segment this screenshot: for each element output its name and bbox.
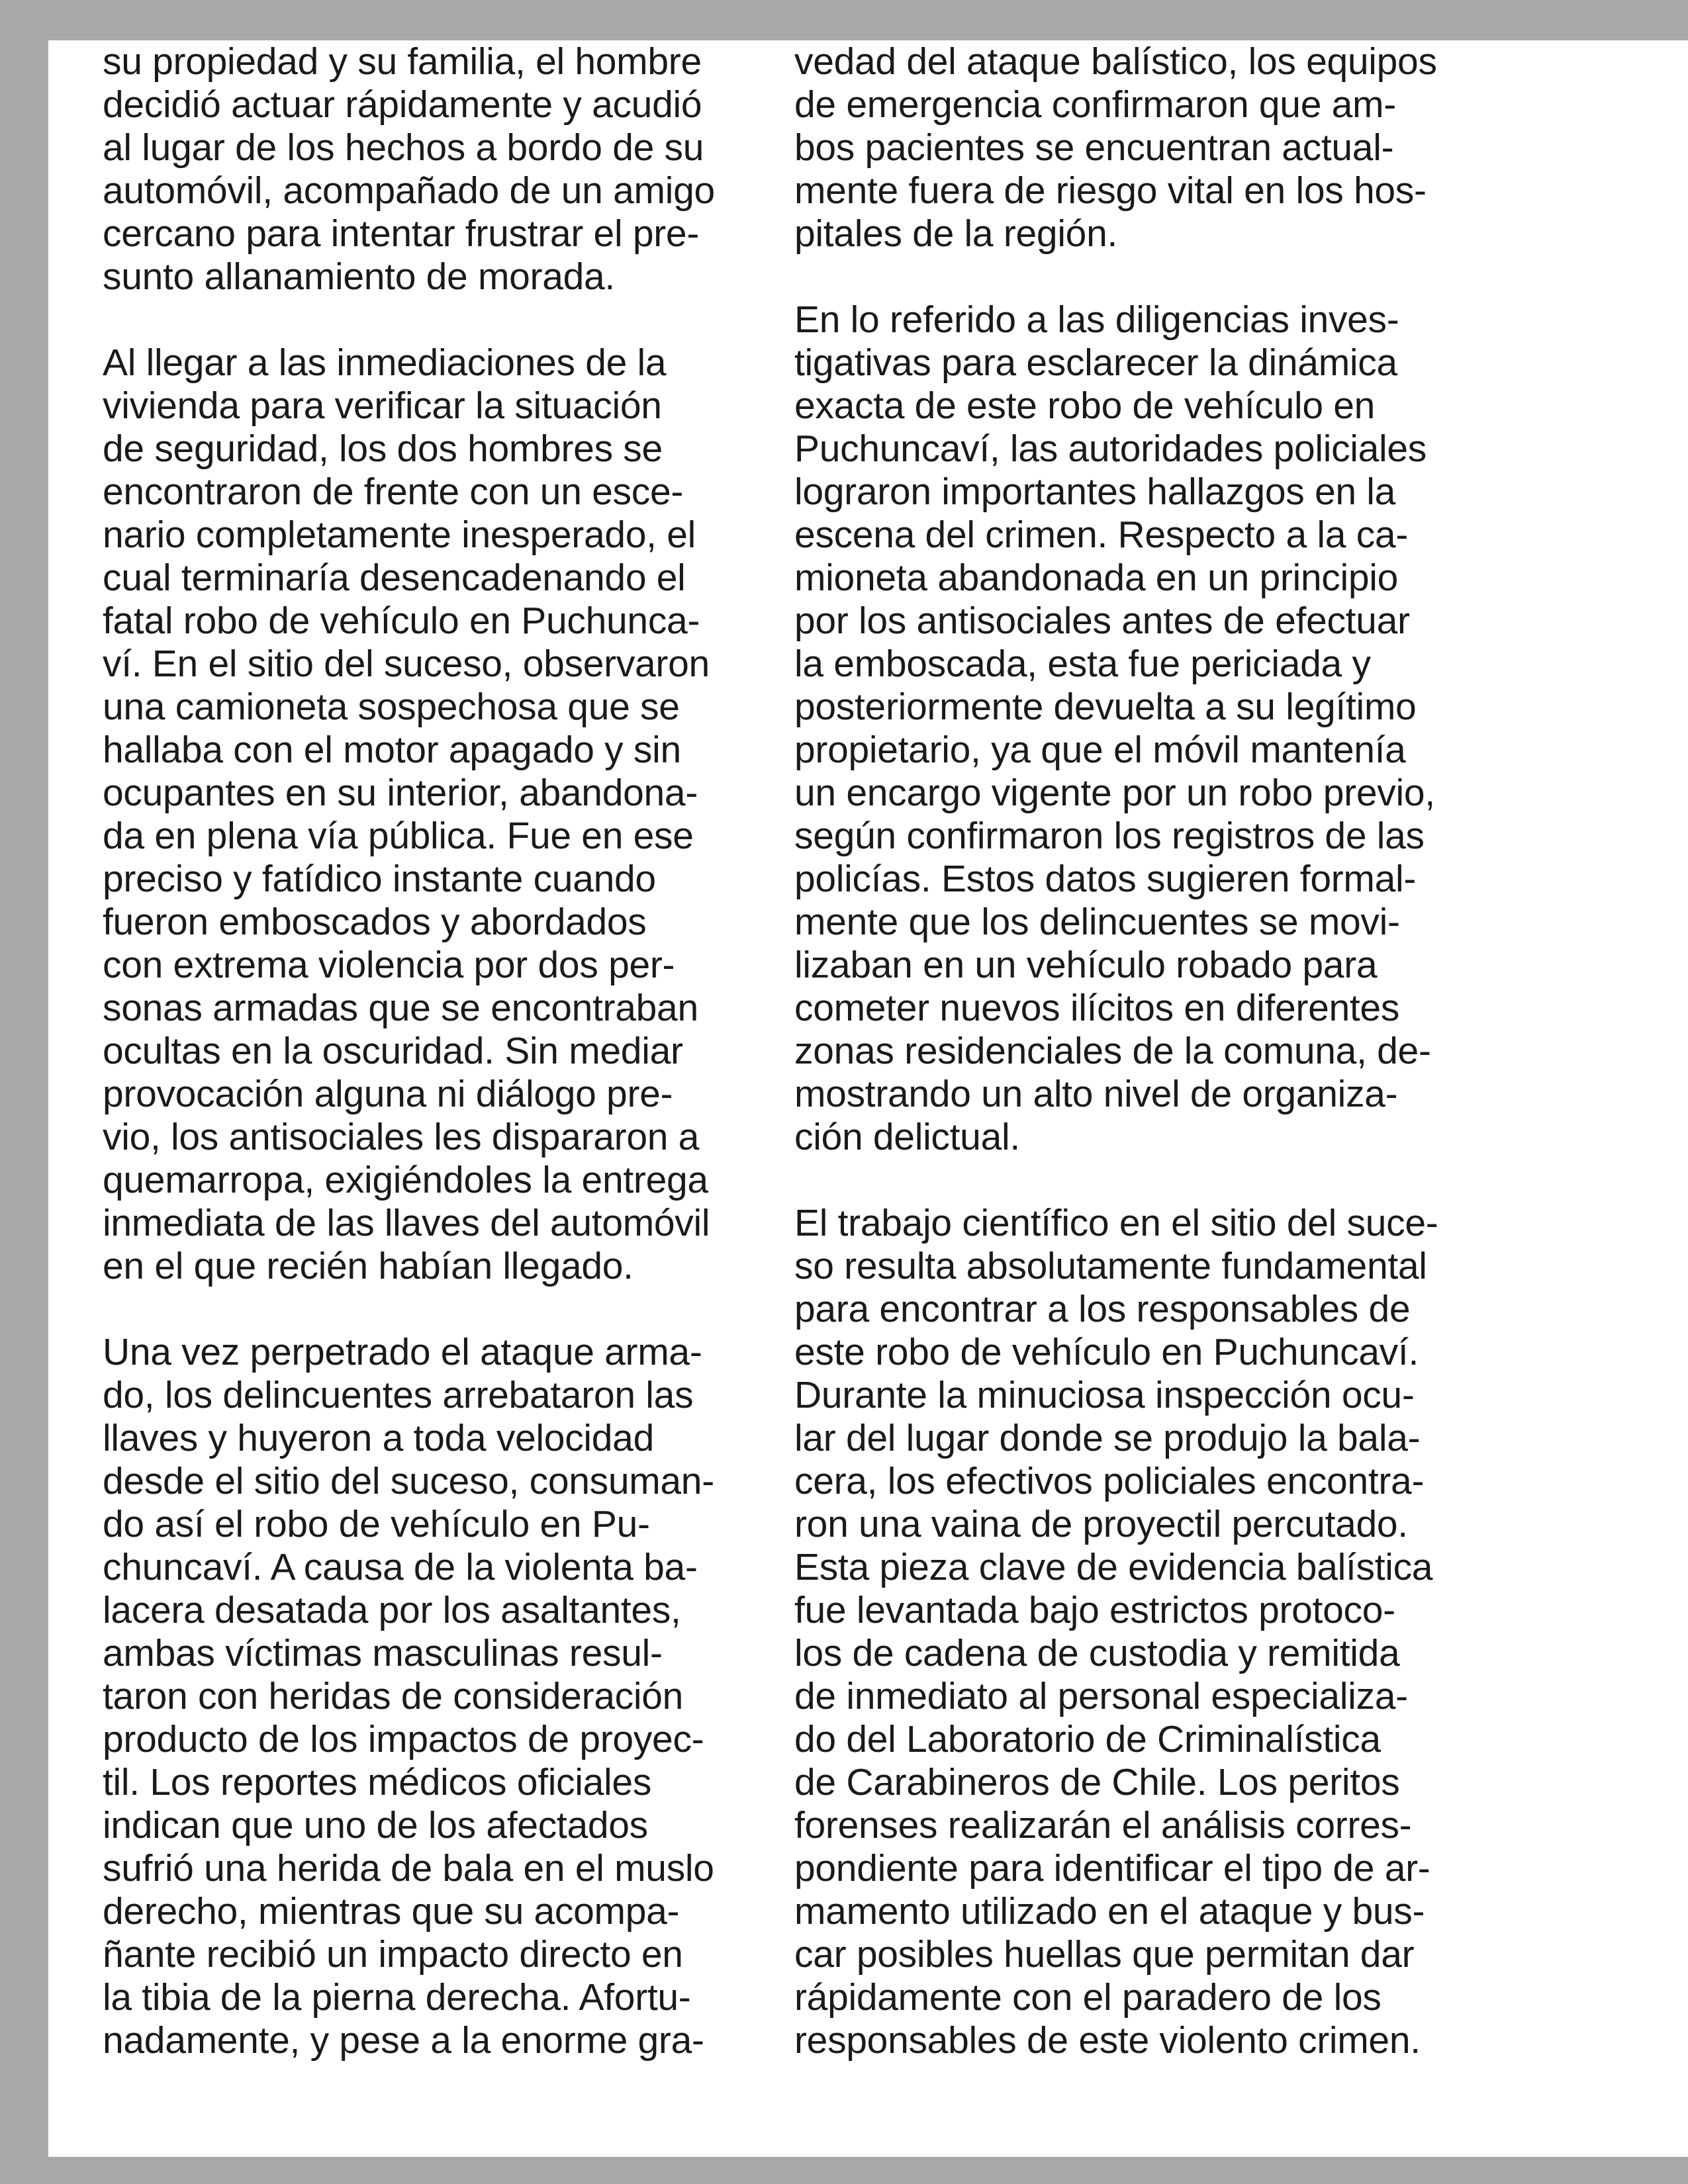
- text-line: Al llegar a las inmediaciones de la: [103, 341, 667, 384]
- text-line: fatal robo de vehículo en Puchunca-: [103, 600, 700, 642]
- text-line: ción delictual.: [794, 1116, 1020, 1158]
- text-line: cera, los efectivos policiales encontra-: [794, 1460, 1425, 1502]
- text-line: encontraron de frente con un esce-: [103, 471, 684, 513]
- text-line: ambas víctimas masculinas resul-: [103, 1632, 663, 1674]
- paragraph: [103, 1331, 804, 2062]
- text-line: automóvil, acompañado de un amigo: [103, 169, 715, 212]
- text-line: chuncaví. A causa de la violenta ba-: [103, 1546, 698, 1588]
- text-line: decidió actuar rápidamente y acudió: [103, 83, 702, 126]
- text-line: lograron importantes hallazgos en la: [794, 471, 1396, 513]
- text-line: según confirmaron los registros de las: [794, 815, 1425, 857]
- text-line: vio, los antisociales les dispararon a: [103, 1116, 700, 1158]
- text-line: vedad del ataque balístico, los equipos: [794, 40, 1437, 83]
- text-line: al lugar de los hechos a bordo de su: [103, 126, 704, 169]
- text-line: este robo de vehículo en Puchuncaví.: [794, 1331, 1419, 1373]
- text-line: desde el sitio del suceso, consuman-: [103, 1460, 714, 1502]
- text-line: vivienda para verificar la situación: [103, 385, 662, 427]
- text-line: para encontrar a los responsables de: [794, 1288, 1411, 1330]
- text-line: por los antisociales antes de efectuar: [794, 600, 1410, 642]
- text-line: Puchuncaví, las autoridades policiales: [794, 428, 1427, 470]
- text-line: cometer nuevos ilícitos en diferentes: [794, 987, 1400, 1029]
- text-line: de seguridad, los dos hombres se: [103, 428, 663, 470]
- text-line: de emergencia confirmaron que am-: [794, 83, 1396, 126]
- text-line: forenses realizarán el análisis corres-: [794, 1804, 1412, 1846]
- paragraph: [794, 40, 1496, 255]
- text-line: producto de los impactos de proyec-: [103, 1718, 704, 1760]
- text-line: derecho, mientras que su acompa-: [103, 1890, 680, 1933]
- text-line: su propiedad y su familia, el hombre: [103, 40, 702, 83]
- text-line: posteriormente devuelta a su legítimo: [794, 686, 1417, 728]
- text-line: mente fuera de riesgo vital en los hos-: [794, 169, 1427, 212]
- text-line: una camioneta sospechosa que se: [103, 686, 680, 728]
- text-line: rápidamente con el paradero de los: [794, 1976, 1382, 2019]
- text-line: inmediata de las llaves del automóvil: [103, 1202, 710, 1244]
- text-line: mioneta abandonada en un principio: [794, 557, 1399, 599]
- text-line: ví. En el sitio del suceso, observaron: [103, 643, 710, 685]
- text-line: provocación alguna ni diálogo pre-: [103, 1073, 673, 1115]
- text-line: lacera desatada por los asaltantes,: [103, 1589, 681, 1631]
- text-line: la tibia de la pierna derecha. Afortu-: [103, 1976, 691, 2019]
- text-line: nario completamente inesperado, el: [103, 514, 696, 556]
- text-line: de Carabineros de Chile. Los peritos: [794, 1761, 1400, 1803]
- text-line: do, los delincuentes arrebataron las: [103, 1374, 694, 1416]
- text-line: so resulta absolutamente fundamental: [794, 1245, 1427, 1287]
- text-line: do así el robo de vehículo en Pu-: [103, 1503, 650, 1545]
- text-line: ron una vaina de proyectil percutado.: [794, 1503, 1408, 1545]
- paragraph: [103, 341, 804, 1288]
- text-line: mostrando un alto nivel de organiza-: [794, 1073, 1398, 1115]
- text-line: quemarropa, exigiéndoles la entrega: [103, 1159, 708, 1201]
- text-line: lizaban en un vehículo robado para: [794, 944, 1378, 986]
- text-line: lar del lugar donde se produjo la bala-: [794, 1417, 1421, 1459]
- text-line: car posibles huellas que permitan dar: [794, 1933, 1415, 1976]
- text-line: El trabajo científico en el sitio del suce-: [794, 1202, 1438, 1244]
- text-column-left: [103, 40, 804, 2105]
- text-line: do del Laboratorio de Criminalística: [794, 1718, 1381, 1760]
- text-line: En lo referido a las diligencias inves-: [794, 298, 1399, 341]
- text-line: ocupantes en su interior, abandona-: [103, 772, 698, 814]
- text-line: fue levantada bajo estrictos protoco-: [794, 1589, 1395, 1631]
- text-line: los de cadena de custodia y remitida: [794, 1632, 1400, 1674]
- text-line: escena del crimen. Respecto a la ca-: [794, 514, 1409, 556]
- text-line: con extrema violencia por dos per-: [103, 944, 675, 986]
- text-line: sufrió una herida de bala en el muslo: [103, 1847, 714, 1889]
- text-line: de inmediato al personal especializa-: [794, 1675, 1408, 1717]
- text-line: Esta pieza clave de evidencia balística: [794, 1546, 1433, 1588]
- text-line: mamento utilizado en el ataque y bus-: [794, 1890, 1425, 1933]
- text-line: indican que uno de los afectados: [103, 1804, 648, 1846]
- paragraph: [794, 1202, 1496, 2062]
- text-line: responsables de este violento crimen.: [794, 2019, 1421, 2062]
- text-line: pondiente para identificar el tipo de ar-: [794, 1847, 1430, 1889]
- text-line: preciso y fatídico instante cuando: [103, 858, 656, 900]
- text-line: pitales de la región.: [794, 212, 1118, 255]
- text-line: cual terminaría desencadenando el: [103, 557, 686, 599]
- paragraph: [794, 298, 1496, 1159]
- text-line: nadamente, y pese a la enorme gra-: [103, 2019, 704, 2062]
- text-line: ñante recibió un impacto directo en: [103, 1933, 683, 1976]
- text-line: sonas armadas que se encontraban: [103, 987, 698, 1029]
- text-line: llaves y huyeron a toda velocidad: [103, 1417, 654, 1459]
- text-line: sunto allanamiento de morada.: [103, 255, 615, 298]
- text-line: zonas residenciales de la comuna, de-: [794, 1030, 1431, 1072]
- text-line: propietario, ya que el móvil mantenía: [794, 729, 1406, 771]
- text-line: mente que los delincuentes se movi-: [794, 901, 1400, 943]
- text-line: exacta de este robo de vehículo en: [794, 385, 1376, 427]
- text-line: un encargo vigente por un robo previo,: [794, 772, 1435, 814]
- paragraph: [103, 40, 804, 298]
- text-line: cercano para intentar frustrar el pre-: [103, 212, 700, 255]
- text-line: ocultas en la oscuridad. Sin mediar: [103, 1030, 683, 1072]
- text-line: Durante la minuciosa inspección ocu-: [794, 1374, 1415, 1416]
- text-line: Una vez perpetrado el ataque arma-: [103, 1331, 702, 1373]
- text-line: policías. Estos datos sugieren formal-: [794, 858, 1417, 900]
- text-line: bos pacientes se encuentran actual-: [794, 126, 1394, 169]
- text-line: en el que recién habían llegado.: [103, 1245, 633, 1287]
- text-line: taron con heridas de consideración: [103, 1675, 684, 1717]
- text-column-right: [794, 40, 1496, 2105]
- text-line: til. Los reportes médicos oficiales: [103, 1761, 652, 1803]
- text-line: da en plena vía pública. Fue en ese: [103, 815, 694, 857]
- text-line: tigativas para esclarecer la dinámica: [794, 341, 1397, 384]
- text-line: fueron emboscados y abordados: [103, 901, 647, 943]
- text-line: hallaba con el motor apagado y sin: [103, 729, 681, 771]
- text-line: la emboscada, esta fue periciada y: [794, 643, 1371, 685]
